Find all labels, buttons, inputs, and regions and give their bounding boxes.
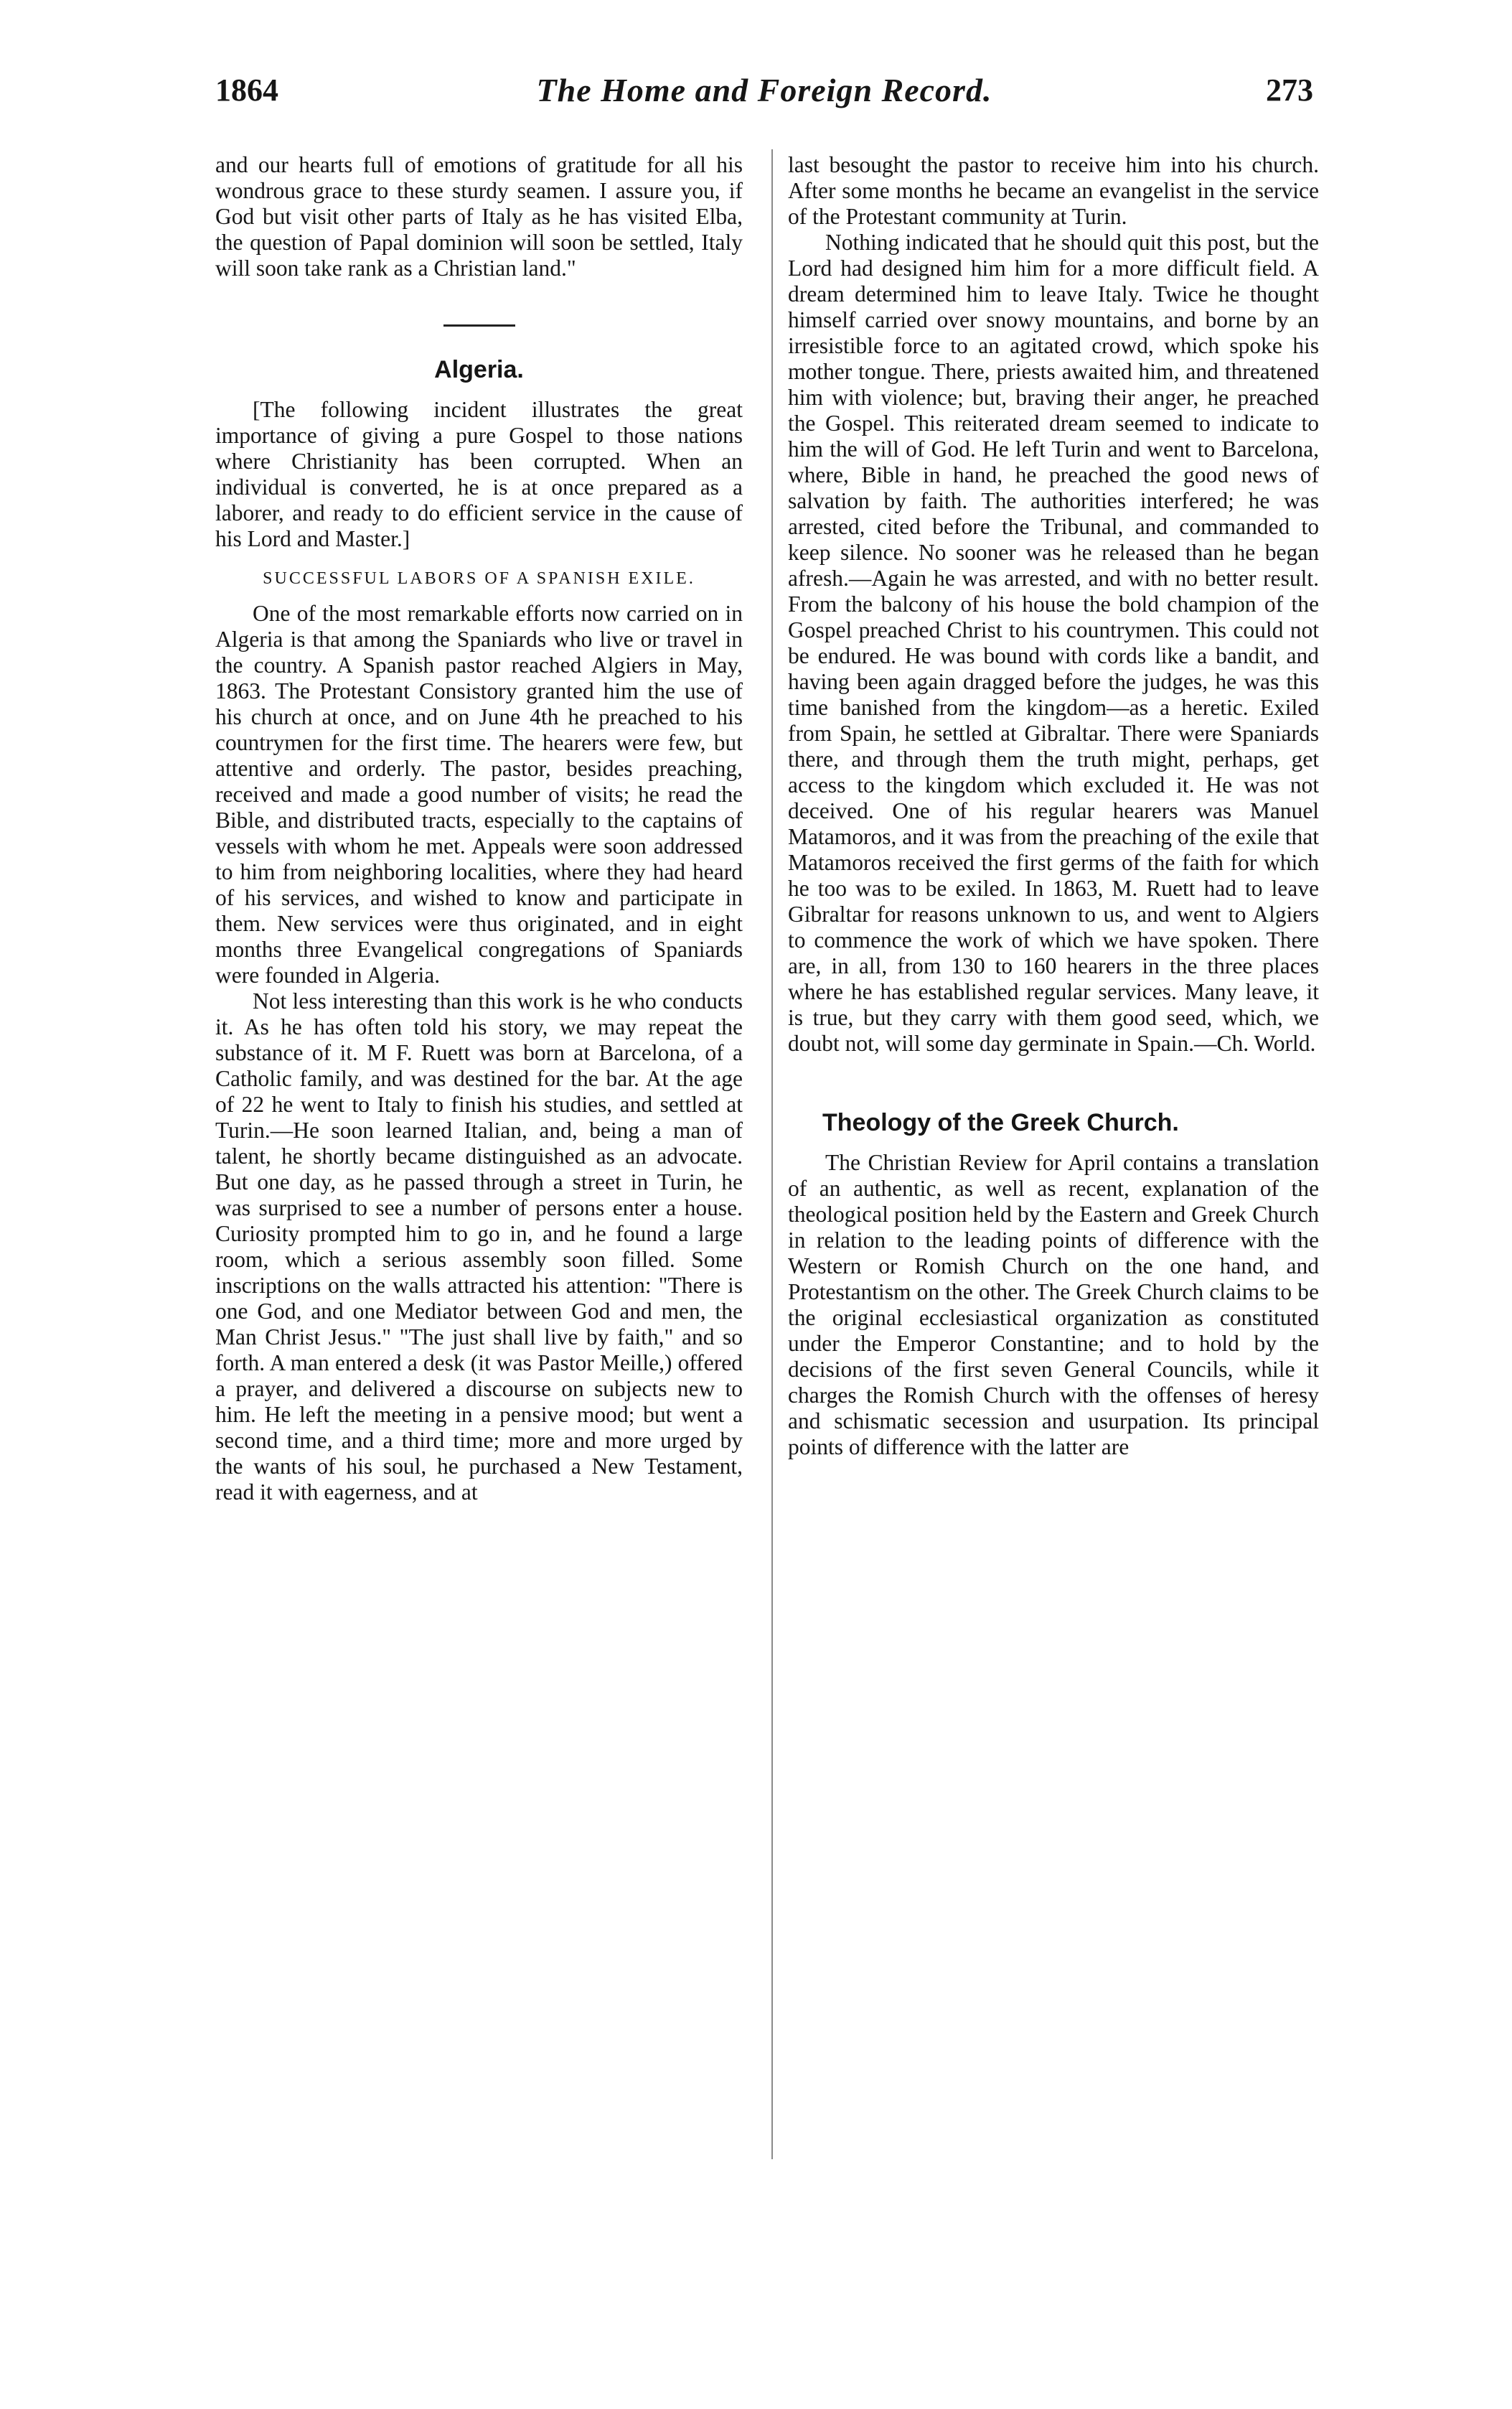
page-header (215, 69, 1313, 112)
header-journal-title: The Home and Foreign Record. (536, 72, 992, 108)
article-subheading: SUCCESSFUL LABORS OF A SPANISH EXILE. (263, 569, 695, 588)
algeria-paragraph-2: Not less interesting than this work is he who conducts it. As he has often told his story, we may repeat the substance of it. M F. Ruett was born at Barcelona, of a Catholic family, and was destined for the bar. At the age of 22 he went to Italy to finish his studies, and settled at Turin.—He soon learned Italian, and, being a man of talent, he shortly became distinguished as an advocate. But one day, as he passed through a street in Turin, he was surprised to see a number of persons enter a house. Curiosity prompted him to go in, and he found a large room, which a serious assembly soon filled. Some inscriptions on the walls attracted his attention: "There is one God, and one Mediator between God and men, the Man Christ Jesus." "The just shall live by faith," and so forth. A man entered a desk (it was Pastor Meille,) offered a prayer, and delivered a discourse on subjects new to him. He left the meeting in a pensive mood; but went a second time, and a third time; more and more urged by the wants of his soul, he purchased a New Testament, read it with eagerness, and at (215, 988, 743, 1505)
right-paragraph-1: last besought the pastor to receive him into his church. After some months he became an evangelist in the service of the Protestant community at Turin. (788, 152, 1319, 229)
editorial-note: [The following incident illustrates the great importance of giving a pure Gospel to those nations where Christianity has been corrupted. When an individual is converted, he is at once prepared as a laborer, and ready to do efficient service in the cause of his Lord and Master.] (215, 397, 743, 551)
section-rule (443, 324, 515, 327)
left-column (215, 152, 743, 1505)
column-divider (771, 149, 773, 2159)
theology-paragraph: The Christian Review for April contains a translation of an authentic, as well as recent, explanation of the theological position held by the Eastern and Greek Church in relation to the leading points of difference with the Western or Romish Church on the one hand, and Protestantism on the other. The Greek Church claims to be the original ecclesiastical organization as constituted under the Emperor Constantine; and to hold by the decisions of the first seven General Councils, while it charges the Romish Church with the offenses of heresy and schismatic secession and usurpation. Its principal points of difference with the latter are (788, 1150, 1319, 1459)
algeria-paragraph-1: One of the most remarkable efforts now carried on in Algeria is that among the Spaniards who live or travel in the country. A Spanish pastor reached Algiers in May, 1863. The Protestant Consistory granted him the use of his church at once, and on June 4th he preached to his countrymen for the first time. The hearers were few, but attentive and orderly. The pastor, besides preaching, received and made a good number of visits; he read the Bible, and distributed tracts, especially to the captains of vessels with whom he met. Appeals were soon addressed to him from neighboring localities, where they had heard of his services, and wished to know and participate in them. New services were thus originated, and in eight months three Evangelical congregations of Spaniards were founded in Algeria. (215, 601, 743, 988)
header-page-number: 273 (1266, 72, 1313, 108)
section-gap (788, 1057, 1319, 1107)
right-column (788, 152, 1319, 1460)
right-paragraph-2: Nothing indicated that he should quit this post, but the Lord had designed him him for a more difficult field. A dream determined him to leave Italy. Twice he thought himself carried over snowy mountains, and borne by an irresistible force to an agitated crowd, which spoke his mother tongue. There, priests awaited him, and threatened him with violence; but, braving their anger, he preached the Gospel. This reiterated dream seemed to indicate to him the will of God. He left Turin and went to Barcelona, where, Bible in hand, he preached the good news of salvation by faith. The authorities interfered; he was arrested, cited before the Tribunal, and commanded to keep silence. No sooner was he released than he began afresh.—Again he was arrested, and with no better result. From the balcony of his house the bold champion of the Gospel preached Christ to his countrymen. This could not be endured. He was bound with cords like a bandit, and having been again dragged before the judges, he was this time banished from the kingdom—as a heretic. Exiled from Spain, he settled at Gibraltar. There were Spaniards there, and through them the truth might, perhaps, get access to the kingdom which excluded it. He was not deceived. One of his regular hearers was Manuel Matamoros, and it was from the preaching of the exile that Matamoros received the first germs of the faith for which he too was to be exiled. In 1863, M. Ruett had to leave Gibraltar for reasons unknown to us, and went to Algiers to commence the work of which we have spoken. There are, in all, from 130 to 160 hearers in the three places where he has established regular services. Many leave, it is true, but they carry with them good seed, which, we doubt not, will some day germinate in Spain.—Ch. World. (788, 230, 1319, 1056)
header-year: 1864 (215, 72, 278, 108)
theology-heading: Theology of the Greek Church. (822, 1109, 1179, 1136)
continuation-paragraph: and our hearts full of emotions of gratitude for all his wondrous grace to these sturdy seamen. I assure you, if God but visit other parts of Italy as he has visited Elba, the question of Papal dominion will soon be settled, Italy will soon take rank as a Christian land." (215, 152, 743, 281)
algeria-heading: Algeria. (434, 356, 524, 383)
